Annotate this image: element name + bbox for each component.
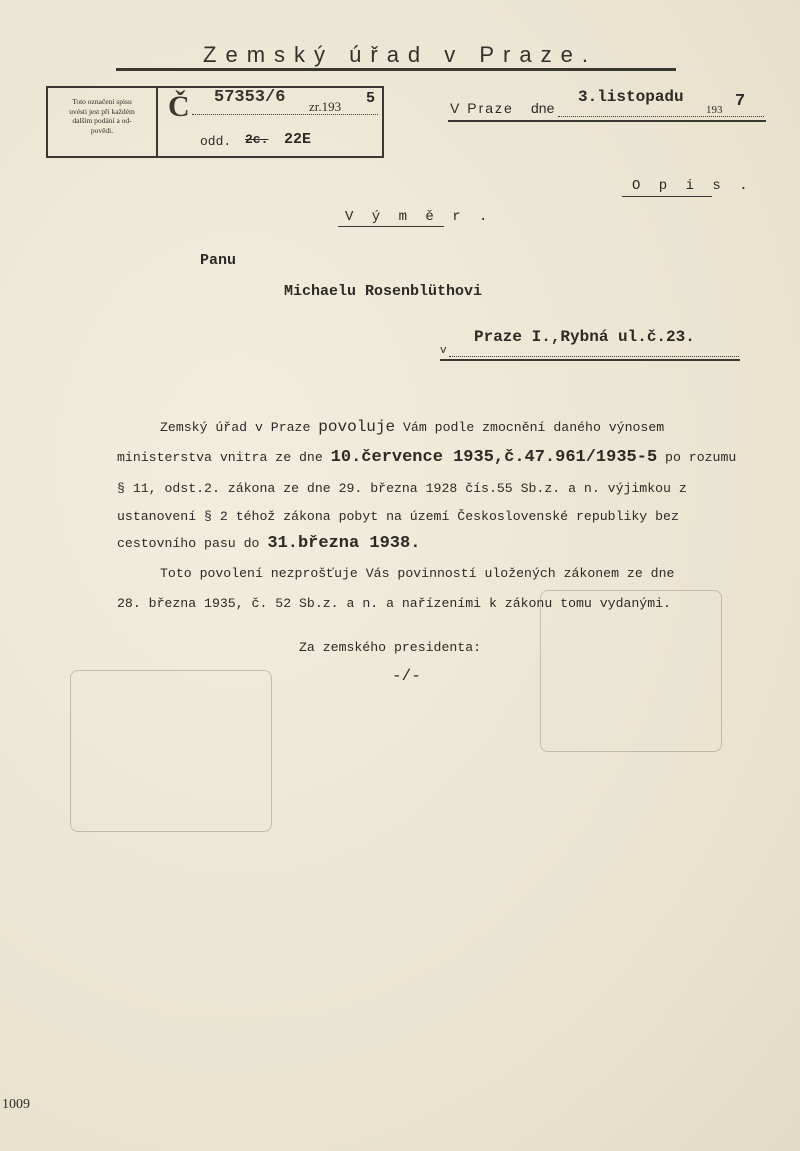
address-prefix: v [440, 345, 447, 357]
body-line: ustanovení § 2 téhož zákona pobyt na území Československé republiky bez [117, 509, 679, 524]
dotted-line [192, 114, 378, 115]
dne-label: dne [531, 100, 555, 116]
office-title: Zemský úřad v Praze. [203, 42, 597, 67]
signature-mark: -/- [392, 667, 421, 685]
instruction-line: uvésti jest při každém [69, 106, 135, 116]
reference-instruction-text [52, 97, 152, 135]
zr-label: zr.193 [309, 99, 342, 114]
body-line [117, 448, 736, 467]
body-emphasis: 10.července 1935,č.47.961/1935-5 [330, 448, 658, 467]
body-text: Zemský úřad v Praze [160, 420, 319, 435]
copy-mark: O p i s . [632, 178, 753, 194]
body-text: Vám podle zmocnění daného výnosem [395, 420, 665, 435]
instruction-line: povědi. [90, 125, 114, 135]
document-heading: V ý m ě r . [345, 209, 493, 225]
body-line: Toto povolení nezprošťuje Vás povinností uložených zákonem ze dne [160, 566, 675, 581]
faint-stamp-mark [540, 590, 722, 752]
heading-underline [338, 226, 444, 227]
page-number: 1009 [2, 1097, 30, 1112]
salutation: Panu [200, 252, 237, 269]
body-line [117, 534, 420, 553]
place-label: V Praze [450, 100, 514, 116]
body-text: po rozumu [657, 450, 737, 465]
c-mark: Č [168, 90, 190, 123]
reference-instruction-box [46, 86, 158, 158]
faint-stamp-mark [70, 670, 272, 832]
instruction-line: dalším podání a od- [72, 116, 132, 125]
dotted-line [449, 356, 739, 357]
body-line: § 11, odst.2. zákona ze dne 29. března 1928 čís.55 Sb.z. a n. výjimkou z [117, 481, 687, 496]
instruction-line: Toto označení spisu [72, 97, 132, 106]
odd-value: 22E [284, 131, 312, 148]
copy-mark-underline [622, 196, 712, 197]
body-line [160, 418, 664, 436]
date-rule [448, 120, 766, 122]
year-label: 193 [706, 104, 723, 116]
date-value: 3.listopadu [578, 88, 684, 106]
addressee-address: Praze I.,Rybná ul.č.23. [474, 328, 695, 346]
header-rule [116, 68, 676, 71]
body-emphasis: povoluje [318, 418, 396, 436]
zr-year-digit: 5 [366, 90, 376, 107]
body-text: ministerstva vnitra ze dne [117, 450, 331, 465]
file-number: 57353/6 [214, 88, 286, 107]
address-rule [440, 359, 740, 361]
body-line: 28. března 1935, č. 52 Sb.z. a n. a nařízeními k zákonu tomu vydanými. [117, 596, 671, 611]
body-text: cestovního pasu do [117, 536, 268, 551]
odd-label: odd. [200, 134, 232, 149]
odd-struck-value: 2c. [245, 132, 269, 147]
dotted-line [558, 116, 764, 117]
body-emphasis: 31.března 1938. [267, 534, 421, 553]
signature-line: Za zemského presidenta: [299, 640, 482, 655]
year-digit: 7 [735, 92, 746, 111]
addressee-name: Michaelu Rosenblüthovi [284, 283, 483, 300]
